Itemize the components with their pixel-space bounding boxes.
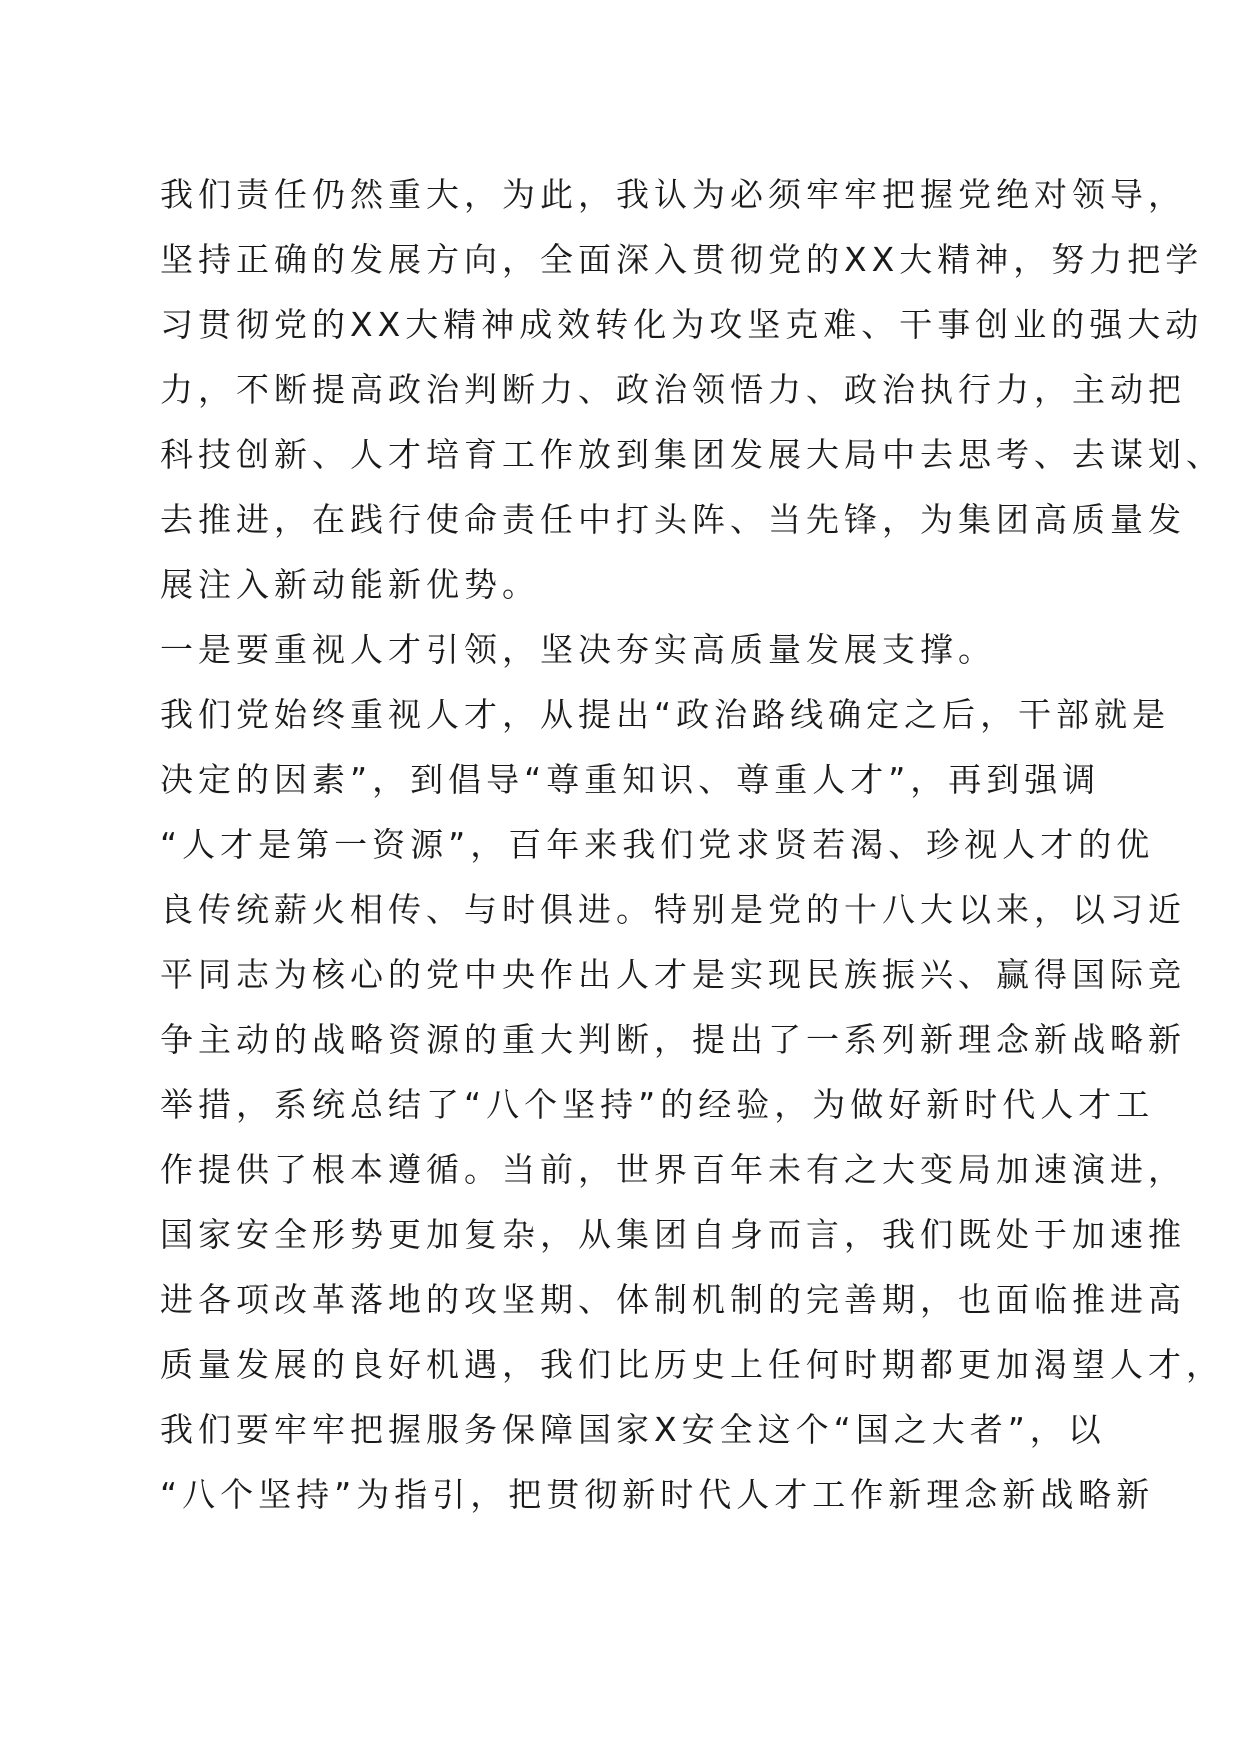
section-heading: 一是要重视人才引领，坚决夯实高质量发展支撑。 (160, 630, 996, 669)
text-line: 国家安全形势更加复杂，从集团自身而言，我们既处于加速推 (160, 1215, 1186, 1254)
text-line: “人才是第一资源”，百年来我们党求贤若渴、珍视人才的优 (160, 825, 1155, 864)
text-line: 力，不断提高政治判断力、政治领悟力、政治执行力，主动把 (160, 370, 1186, 409)
text-line: 我们党始终重视人才，从提出“政治路线确定之后，干部就是 (160, 695, 1171, 734)
text-line: 习贯彻党的XX大精神成效转化为攻坚克难、干事创业的强大动 (160, 305, 1204, 344)
text-line: 展注入新动能新优势。 (160, 565, 540, 604)
text-line: 争主动的战略资源的重大判断，提出了一系列新理念新战略新 (160, 1020, 1186, 1059)
text-line: 质量发展的良好机遇，我们比历史上任何时期都更加渴望人才， (160, 1345, 1224, 1384)
text-line: 进各项改革落地的攻坚期、体制机制的完善期，也面临推进高 (160, 1280, 1186, 1319)
text-line: 作提供了根本遵循。当前，世界百年未有之大变局加速演进， (160, 1150, 1186, 1189)
text-line: 决定的因素”，到倡导“尊重知识、尊重人才”，再到强调 (160, 760, 1101, 799)
text-line: 我们责任仍然重大，为此，我认为必须牢牢把握党绝对领导， (160, 175, 1186, 214)
text-line: 科技创新、人才培育工作放到集团发展大局中去思考、去谋划、 (160, 435, 1224, 474)
text-line: 良传统薪火相传、与时俱进。特别是党的十八大以来，以习近 (160, 890, 1186, 929)
document-body (160, 162, 1224, 1527)
text-line: 举措，系统总结了“八个坚持”的经验，为做好新时代人才工 (160, 1085, 1155, 1124)
text-line: “八个坚持”为指引，把贯彻新时代人才工作新理念新战略新 (160, 1475, 1155, 1514)
text-line: 去推进，在践行使命责任中打头阵、当先锋，为集团高质量发 (160, 500, 1186, 539)
text-line: 平同志为核心的党中央作出人才是实现民族振兴、赢得国际竞 (160, 955, 1186, 994)
text-line: 我们要牢牢把握服务保障国家X安全这个“国之大者”，以 (160, 1410, 1106, 1449)
text-line: 坚持正确的发展方向，全面深入贯彻党的XX大精神，努力把学 (160, 240, 1204, 279)
